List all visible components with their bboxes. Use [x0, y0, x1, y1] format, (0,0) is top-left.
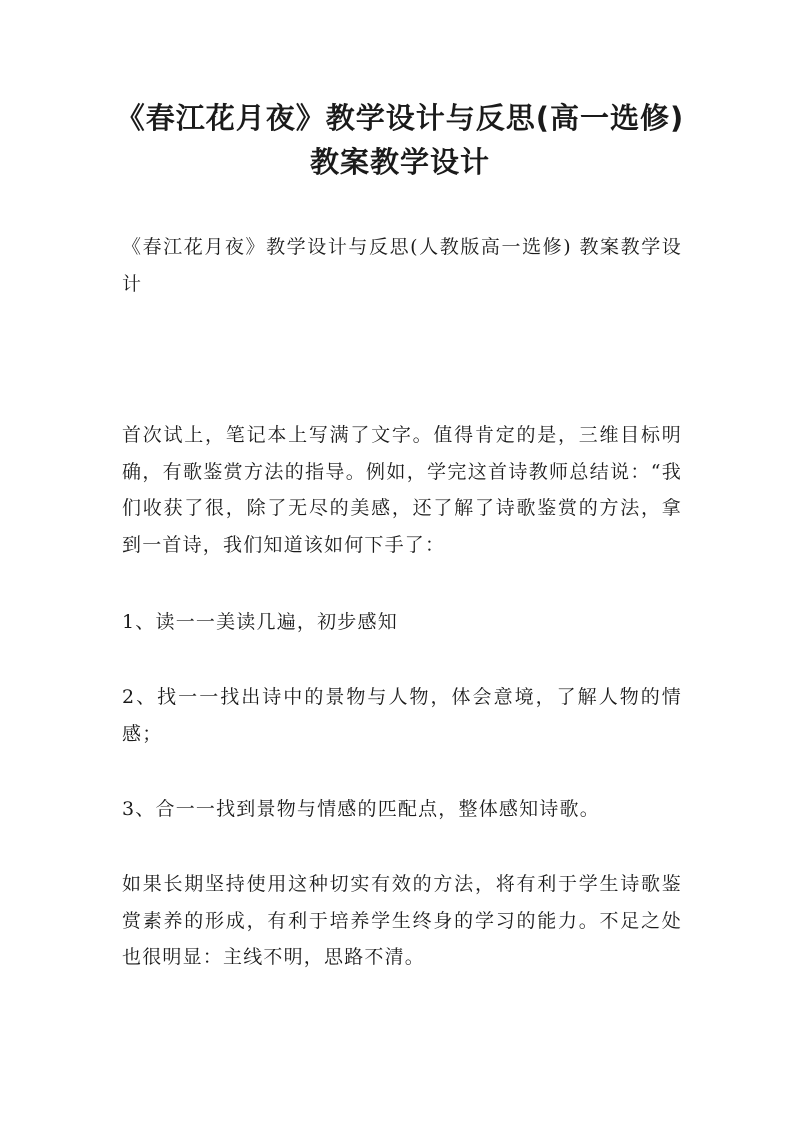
list-item: 3、合一一找到景物与情感的匹配点，整体感知诗歌。 [122, 798, 600, 820]
body-paragraph: 首次试上，笔记本上写满了文字。值得肯定的是，三维目标明确，有歌鉴赏方法的指导。例如，学完这首诗教师总结说：“我们收获了很，除了无尽的美感，还了解了诗歌鉴赏的方法，拿到一首诗，我们知道该如何下手了： [122, 424, 682, 556]
list-item: 1、读一一美读几遍，初步感知 [122, 611, 398, 633]
body-paragraph: 如果长期坚持使用这种切实有效的方法，将有利于学生诗歌鉴赏素养的形成，有利于培养学生终身的学习的能力。不足之处也很明显：主线不明，思路不清。 [122, 873, 682, 968]
document-title-line1: 《春江花月夜》教学设计与反思(高一选修) [115, 101, 685, 135]
list-item: 2、找一一找出诗中的景物与人物，体会意境，了解人物的情感； [122, 686, 682, 745]
document-subtitle: 《春江花月夜》教学设计与反思(人教版高一选修) 教案教学设计 [122, 236, 682, 295]
document-title-line2: 教案教学设计 [309, 145, 490, 179]
